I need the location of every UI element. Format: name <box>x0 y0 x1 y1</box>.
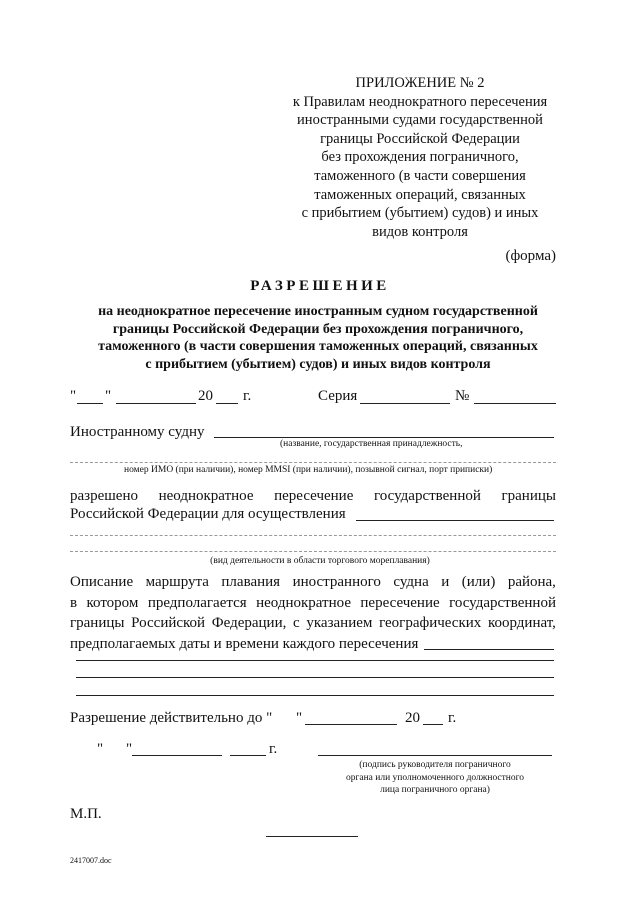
date-month-blank[interactable] <box>116 403 196 404</box>
route-blank-2[interactable] <box>76 660 554 661</box>
permission-word: государственной <box>373 488 481 504</box>
appendix-line: границы Российской Федерации <box>320 130 520 147</box>
date-quote-open: " <box>70 388 77 404</box>
route-blank-3[interactable] <box>76 677 554 678</box>
sign-date-month-blank[interactable] <box>132 755 222 756</box>
appendix-line: иностранными судами государственной <box>297 112 543 129</box>
activity-blank-2[interactable] <box>70 535 556 536</box>
appendix-line: таможенных операций, связанных <box>314 186 526 203</box>
subtitle-line: на неоднократное пересечение иностранным судном государственной <box>98 304 538 319</box>
validity-month-blank[interactable] <box>305 724 397 725</box>
validity-year-blank[interactable] <box>423 724 443 725</box>
route-line: в котором предполагается неоднократное пересечение государственной <box>70 594 556 611</box>
date-year-suffix: г. <box>243 388 252 404</box>
activity-caption: (вид деятельности в области торгового мореплавания) <box>210 556 430 566</box>
route-description <box>70 572 556 654</box>
sign-date-year-blank[interactable] <box>230 755 266 756</box>
vessel-caption-1: (название, государственная принадлежность, <box>280 439 463 449</box>
stamp-blank[interactable] <box>266 836 358 837</box>
validity-quote-close: " <box>296 710 303 726</box>
permission-word: разрешено <box>70 488 138 504</box>
permission-word: неоднократное <box>158 488 254 504</box>
sign-date-quote-open: " <box>97 741 104 757</box>
route-line: Описание маршрута плавания иностранного судна и (или) района, <box>70 574 556 590</box>
document-subtitle <box>68 303 568 373</box>
route-blank-4[interactable] <box>76 695 554 696</box>
vessel-name-blank[interactable] <box>214 437 554 438</box>
date-year-blank[interactable] <box>216 403 238 404</box>
appendix-line: без прохождения пограничного, <box>321 149 519 166</box>
series-label: Серия <box>318 388 358 404</box>
subtitle-line: с прибытием (убытием) судов) и иных видов контроля <box>145 356 491 372</box>
sign-date-year-suffix: г. <box>269 741 278 757</box>
activity-blank-3[interactable] <box>70 551 556 552</box>
permission-line-2: Российской Федерации для осуществления <box>70 506 346 522</box>
appendix-header <box>270 74 570 241</box>
vessel-label: Иностранному судну <box>70 424 205 440</box>
subtitle-line: границы Российской Федерации без прохождения пограничного, <box>112 321 524 337</box>
route-blank-1[interactable] <box>424 649 554 650</box>
vessel-details-blank[interactable] <box>70 462 556 463</box>
document-title: РАЗРЕШЕНИЕ <box>250 278 390 294</box>
sign-date-quote-close: " <box>126 741 133 757</box>
footer-code: 2417007.doc <box>70 856 112 865</box>
signature-caption: (подпись руководителя пограничного органа или уполномоченного должностного лица пограничного органа) <box>345 760 525 795</box>
stamp-label: М.П. <box>70 806 102 822</box>
appendix-line: с прибытием (убытием) судов) и иных <box>301 205 539 222</box>
activity-blank-1[interactable] <box>356 520 554 521</box>
signature-blank[interactable] <box>318 755 552 756</box>
number-blank[interactable] <box>474 403 556 404</box>
appendix-line: видов контроля <box>372 223 468 240</box>
date-year-prefix: 20 <box>198 388 213 404</box>
appendix-line: таможенного (в части совершения <box>314 167 526 184</box>
route-line: границы Российской Федерации, с указанием географических координат, <box>70 615 556 631</box>
appendix-line: к Правилам неоднократного пересечения <box>292 93 548 110</box>
permission-word: пересечение <box>274 488 354 504</box>
permission-word: границы <box>501 488 556 504</box>
validity-year-suffix: г. <box>448 710 457 726</box>
date-quote-close: " <box>105 388 112 404</box>
number-label: № <box>455 388 470 404</box>
subtitle-line: таможенного (в части совершения таможенных операций, связанных <box>98 339 538 355</box>
validity-label: Разрешение действительно до " <box>70 710 273 726</box>
vessel-caption-2: номер ИМО (при наличии), номер MMSI (при наличии), позывной сигнал, порт приписки) <box>124 465 493 475</box>
date-day-blank[interactable] <box>77 403 103 404</box>
appendix-line: ПРИЛОЖЕНИЕ № 2 <box>355 75 485 91</box>
route-line-last: предполагаемых даты и времени каждого пересечения <box>70 635 419 652</box>
series-blank[interactable] <box>360 403 450 404</box>
form-label: (форма) <box>505 248 556 264</box>
validity-year-prefix: 20 <box>405 710 420 726</box>
permission-line-1 <box>70 486 556 507</box>
